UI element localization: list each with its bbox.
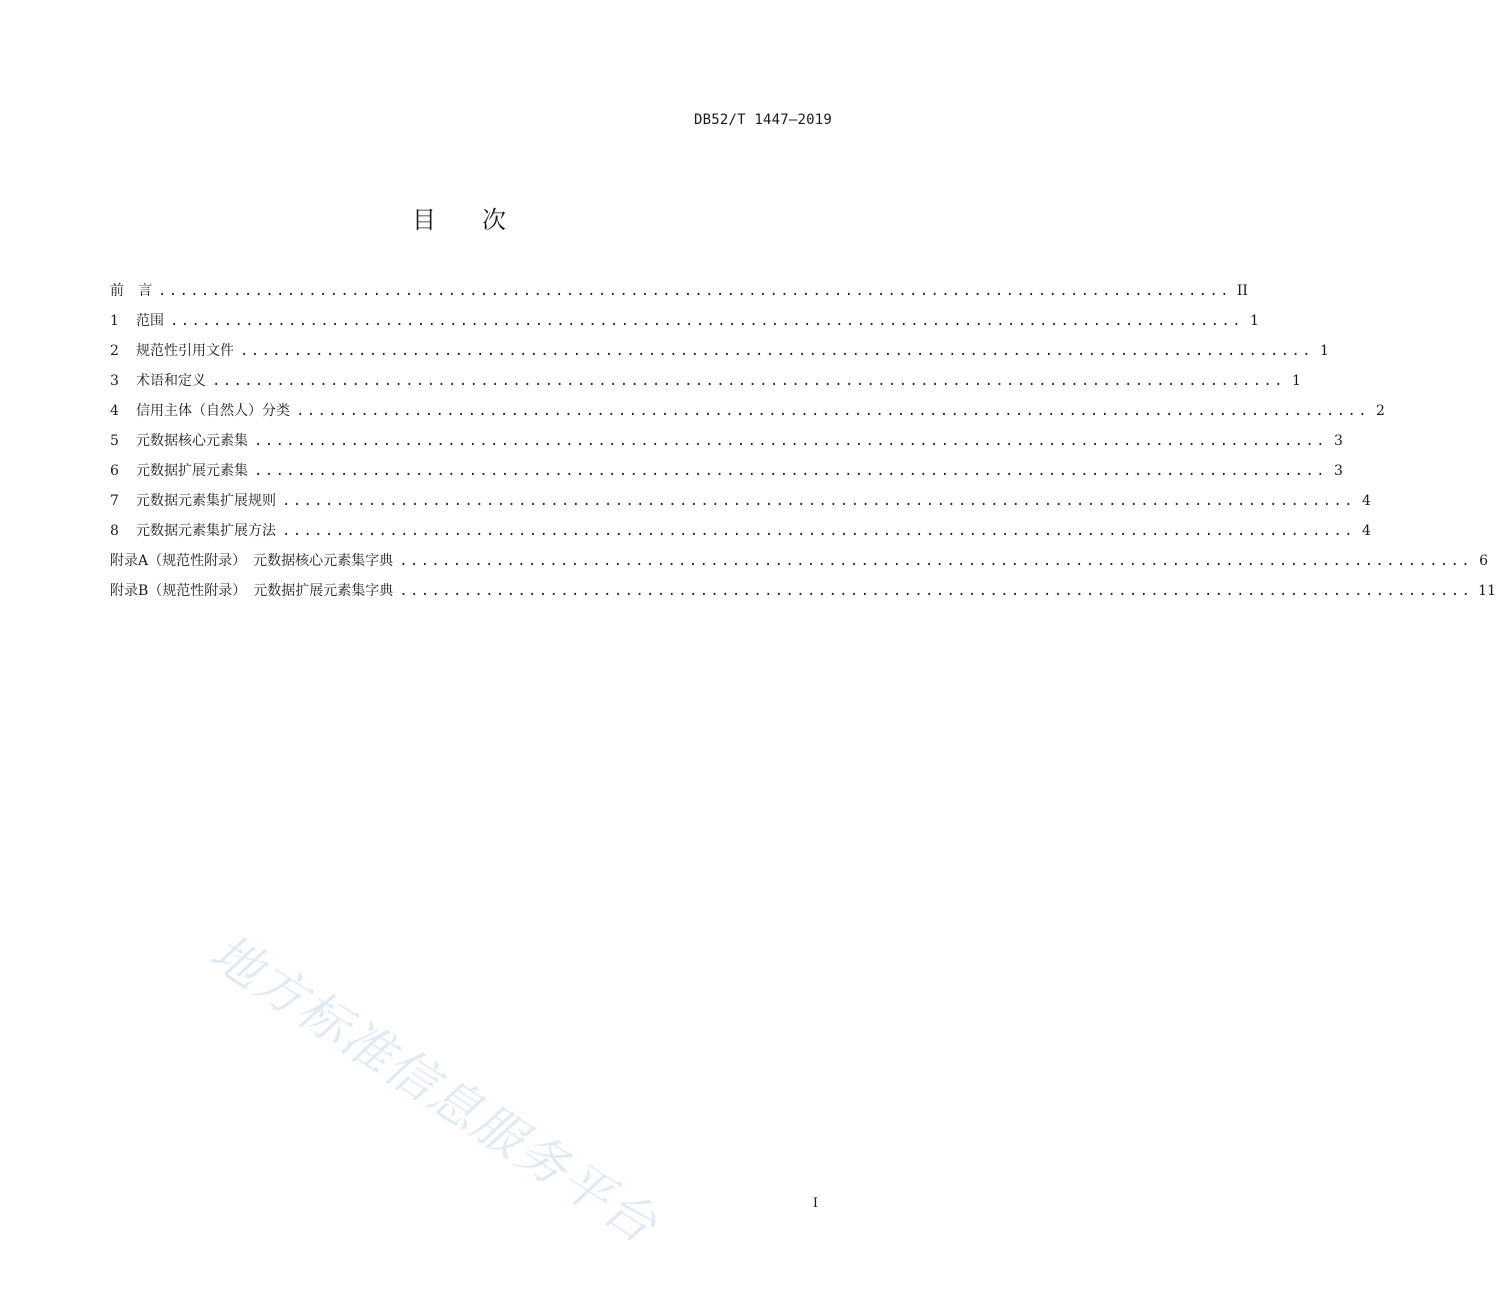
toc-entry-number: 6 xyxy=(110,463,119,479)
toc-entry-foreword[interactable] xyxy=(110,276,1248,306)
toc-entry-title: 术语和定义 xyxy=(136,373,206,389)
toc-entry-7[interactable] xyxy=(110,486,1371,516)
toc-entry-title: 规范性引用文件 xyxy=(136,343,234,359)
toc-leader-dots: .................................................................................................... xyxy=(399,583,1473,599)
toc-entry-page: 6 xyxy=(1479,553,1488,569)
toc-leader-dots: .................................................................................................... xyxy=(212,373,1285,389)
toc-leader-dots: .................................................................................................... xyxy=(254,463,1327,479)
toc-leader-dots: .................................................................................................... xyxy=(240,343,1313,359)
toc-entry-page: 4 xyxy=(1361,523,1371,539)
toc-entry-page: 1 xyxy=(1291,373,1301,389)
toc-entry-title: 前 言 xyxy=(110,283,152,299)
toc-entry-5[interactable] xyxy=(110,426,1343,456)
page-number: I xyxy=(812,1196,818,1211)
toc-entry-number: 8 xyxy=(110,523,119,539)
document-id: DB52/T 1447—2019 xyxy=(693,112,832,128)
toc-entry-page: II xyxy=(1236,283,1248,299)
toc-entry-number: 2 xyxy=(110,343,119,359)
toc-entry-page: 3 xyxy=(1333,463,1343,479)
toc-leader-dots: .................................................................................................... xyxy=(282,493,1355,509)
toc-entry-title: 附录A（规范性附录） 元数据核心元素集字典 xyxy=(110,553,394,569)
toc-entry-title: 元数据扩展元素集 xyxy=(136,463,248,479)
toc-entry-page: 1 xyxy=(1249,313,1259,329)
title-char-left: 目 xyxy=(412,206,438,234)
toc-entry-page: 2 xyxy=(1375,403,1385,419)
toc-entry-number: 7 xyxy=(110,493,119,509)
toc-entry-number: 3 xyxy=(110,373,119,389)
toc-entry-4[interactable] xyxy=(110,396,1385,426)
toc-entry-number: 5 xyxy=(110,433,119,449)
toc-entry-title: 元数据元素集扩展规则 xyxy=(136,493,276,509)
watermark: 地方标准信息服务平台 xyxy=(200,923,668,1255)
toc-entry-1[interactable] xyxy=(110,306,1259,336)
toc-leader-dots: .................................................................................................... xyxy=(170,313,1243,329)
toc-leader-dots: .................................................................................................... xyxy=(254,433,1327,449)
title-char-right: 次 xyxy=(482,206,508,234)
toc-entry-number: 1 xyxy=(110,313,119,329)
toc-leader-dots: .................................................................................................... xyxy=(158,283,1231,299)
toc-entry-2[interactable] xyxy=(110,336,1329,366)
toc-entry-3[interactable] xyxy=(110,366,1301,396)
toc-entry-title: 元数据核心元素集 xyxy=(136,433,248,449)
toc-entry-8[interactable] xyxy=(110,516,1371,546)
toc-entry-title: 范围 xyxy=(136,313,164,329)
toc-leader-dots: .................................................................................................... xyxy=(296,403,1369,419)
table-of-contents xyxy=(110,276,1496,606)
page-title xyxy=(0,200,920,235)
toc-entry-page: 4 xyxy=(1361,493,1371,509)
toc-entry-6[interactable] xyxy=(110,456,1343,486)
toc-entry-page: 1 xyxy=(1319,343,1329,359)
toc-entry-title: 信用主体（自然人）分类 xyxy=(136,403,290,419)
toc-entry-page: 3 xyxy=(1333,433,1343,449)
toc-entry-appendix-a[interactable] xyxy=(110,546,1488,576)
toc-leader-dots: .................................................................................................... xyxy=(282,523,1355,539)
toc-entry-title: 元数据元素集扩展方法 xyxy=(136,523,276,539)
toc-entry-page: 11 xyxy=(1478,583,1496,599)
toc-entry-appendix-b[interactable] xyxy=(110,576,1496,606)
toc-entry-title: 附录B（规范性附录） 元数据扩展元素集字典 xyxy=(110,583,394,599)
toc-entry-number: 4 xyxy=(110,403,119,419)
toc-leader-dots: .................................................................................................... xyxy=(399,553,1472,569)
